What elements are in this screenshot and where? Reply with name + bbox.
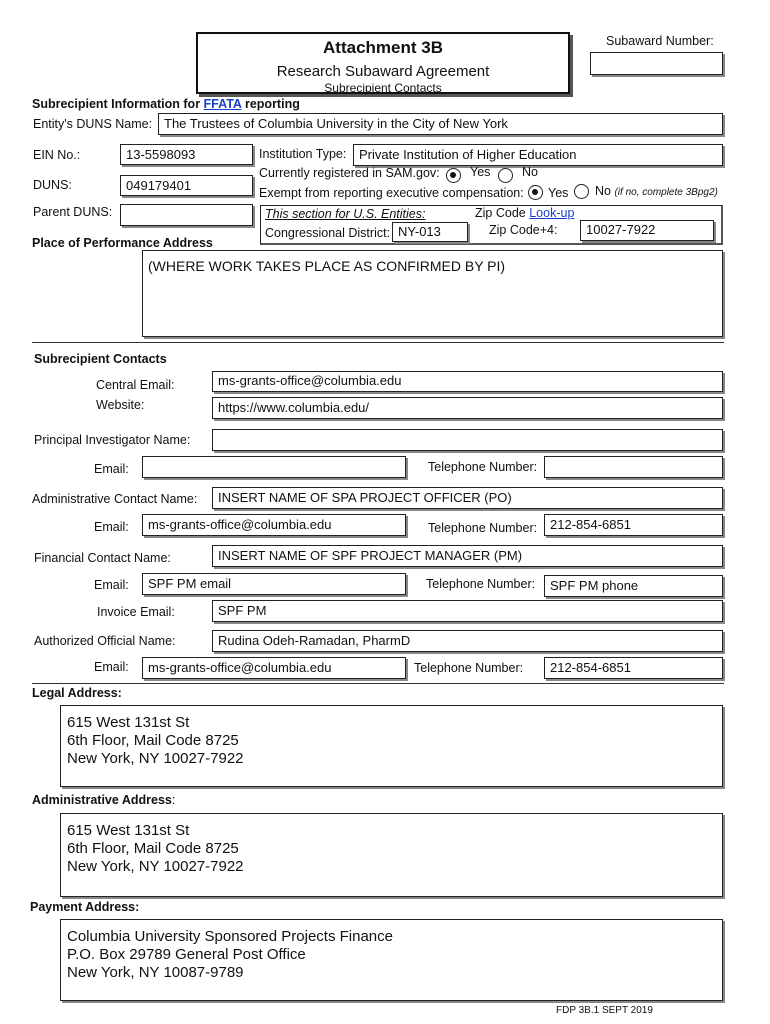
website-label: Website: — [96, 398, 145, 412]
entity-duns-name-label: Entity's DUNS Name: — [33, 117, 153, 131]
ao-email-field[interactable]: ms-grants-office@columbia.edu — [142, 657, 406, 679]
invoice-email-label: Invoice Email: — [97, 605, 175, 619]
legal-address-field[interactable] — [60, 705, 723, 787]
administrative-address-line: 615 West 131st St — [67, 822, 190, 839]
admin-contact-label: Administrative Contact Name: — [32, 492, 198, 506]
admin-email-field[interactable]: ms-grants-office@columbia.edu — [142, 514, 406, 536]
title-box — [196, 32, 570, 94]
place-of-performance-label: Place of Performance Address — [32, 236, 213, 250]
exempt-yes-label: Yes — [548, 186, 569, 200]
financial-phone-field[interactable]: SPF PM phone — [544, 575, 723, 597]
pi-phone-label: Telephone Number: — [428, 460, 538, 474]
page-subtitle: Research Subaward Agreement — [276, 63, 490, 80]
pi-email-field[interactable] — [142, 456, 406, 478]
zip4-field[interactable]: 10027-7922 — [580, 220, 714, 241]
institution-type-label: Institution Type: — [259, 147, 347, 161]
legal-address-label: Legal Address: — [32, 686, 122, 700]
subrecipient-contacts-heading: Subrecipient Contacts — [34, 352, 167, 366]
ffata-link[interactable]: FFATA — [203, 97, 242, 111]
payment-address-line: Columbia University Sponsored Projects Finance — [67, 928, 393, 945]
admin-contact-field[interactable]: INSERT NAME OF SPA PROJECT OFFICER (PO) — [212, 487, 723, 509]
financial-email-label: Email: — [94, 578, 129, 592]
congressional-district-field[interactable]: NY-013 — [392, 222, 468, 242]
financial-contact-field[interactable]: INSERT NAME OF SPF PROJECT MANAGER (PM) — [212, 545, 723, 567]
ao-phone-field[interactable]: 212-854-6851 — [544, 657, 723, 679]
financial-contact-label: Financial Contact Name: — [34, 551, 171, 565]
pi-email-label: Email: — [94, 462, 129, 476]
ein-field[interactable]: 13-5598093 — [120, 144, 253, 165]
parent-duns-label: Parent DUNS: — [33, 205, 113, 219]
ein-label: EIN No.: — [33, 148, 81, 162]
legal-address-line: 6th Floor, Mail Code 8725 — [67, 732, 239, 749]
sam-label: Currently registered in SAM.gov: — [259, 166, 440, 180]
zip4-label: Zip Code+4: — [489, 223, 558, 237]
administrative-address-text: Administrative Address — [32, 793, 172, 807]
ffata-heading-prefix: Subrecipient Information for — [32, 97, 201, 111]
sam-no-radio[interactable] — [498, 168, 513, 183]
central-email-label: Central Email: — [96, 378, 175, 392]
section-divider — [32, 342, 724, 343]
exempt-note: (if no, complete 3Bpg2) — [614, 187, 718, 198]
subaward-number-field[interactable] — [590, 52, 723, 75]
admin-email-label: Email: — [94, 520, 129, 534]
administrative-address-field[interactable] — [60, 813, 723, 897]
sam-yes-label: Yes — [470, 165, 491, 179]
entity-duns-name-field[interactable]: The Trustees of Columbia University in the City of New York — [158, 113, 723, 135]
admin-phone-field[interactable]: 212-854-6851 — [544, 514, 723, 536]
ao-phone-label: Telephone Number: — [414, 661, 524, 675]
payment-address-label: Payment Address: — [30, 900, 140, 914]
form-id: FDP 3B.1 SEPT 2019 — [556, 1005, 653, 1016]
exempt-no-text: No — [595, 184, 611, 198]
page-subsubtitle: Subrecipient Contacts — [324, 81, 442, 95]
ao-email-label: Email: — [94, 660, 129, 674]
contacts-divider — [32, 683, 724, 684]
us-entities-label: This section for U.S. Entities: — [265, 207, 426, 221]
administrative-address-label — [32, 793, 175, 807]
administrative-address-line: New York, NY 10027-7922 — [67, 858, 244, 875]
administrative-address-line: 6th Floor, Mail Code 8725 — [67, 840, 239, 857]
website-field[interactable]: https://www.columbia.edu/ — [212, 397, 723, 419]
financial-phone-label: Telephone Number: — [426, 577, 536, 591]
payment-address-field[interactable] — [60, 919, 723, 1001]
pi-phone-field[interactable] — [544, 456, 723, 478]
exempt-no-label — [595, 184, 718, 198]
parent-duns-field[interactable] — [120, 204, 253, 226]
zip-lookup-label: Zip Code — [475, 206, 526, 220]
payment-address-line: New York, NY 10087-9789 — [67, 964, 244, 981]
sam-no-label: No — [522, 165, 538, 179]
payment-address-line: P.O. Box 29789 General Post Office — [67, 946, 306, 963]
exempt-no-radio[interactable] — [574, 184, 589, 199]
authorized-official-field[interactable]: Rudina Odeh-Ramadan, PharmD — [212, 630, 723, 652]
legal-address-line: 615 West 131st St — [67, 714, 190, 731]
ffata-heading-suffix: reporting — [244, 97, 300, 111]
congressional-district-label: Congressional District: — [265, 226, 391, 240]
place-of-performance-field[interactable]: (WHERE WORK TAKES PLACE AS CONFIRMED BY PI) — [142, 250, 723, 337]
invoice-email-field[interactable]: SPF PM — [212, 600, 723, 622]
zip-lookup — [475, 206, 574, 220]
institution-type-field[interactable]: Private Institution of Higher Education — [353, 144, 723, 166]
legal-address-line: New York, NY 10027-7922 — [67, 750, 244, 767]
exempt-yes-radio[interactable] — [528, 185, 543, 200]
zip-lookup-link[interactable]: Look-up — [529, 206, 575, 220]
central-email-field[interactable]: ms-grants-office@columbia.edu — [212, 371, 723, 392]
administrative-address-colon: : — [171, 793, 176, 807]
authorized-official-label: Authorized Official Name: — [34, 634, 176, 648]
sam-yes-radio[interactable] — [446, 168, 461, 183]
financial-email-field[interactable]: SPF PM email — [142, 573, 406, 595]
pi-name-field[interactable] — [212, 429, 723, 451]
ffata-heading — [32, 97, 300, 111]
pi-name-label: Principal Investigator Name: — [34, 433, 191, 447]
admin-phone-label: Telephone Number: — [428, 521, 538, 535]
subaward-number-label: Subaward Number: — [606, 34, 714, 48]
duns-field[interactable]: 049179401 — [120, 175, 253, 196]
exempt-label: Exempt from reporting executive compensation: — [259, 186, 524, 200]
duns-label: DUNS: — [33, 178, 72, 192]
page-title: Attachment 3B — [323, 38, 443, 57]
